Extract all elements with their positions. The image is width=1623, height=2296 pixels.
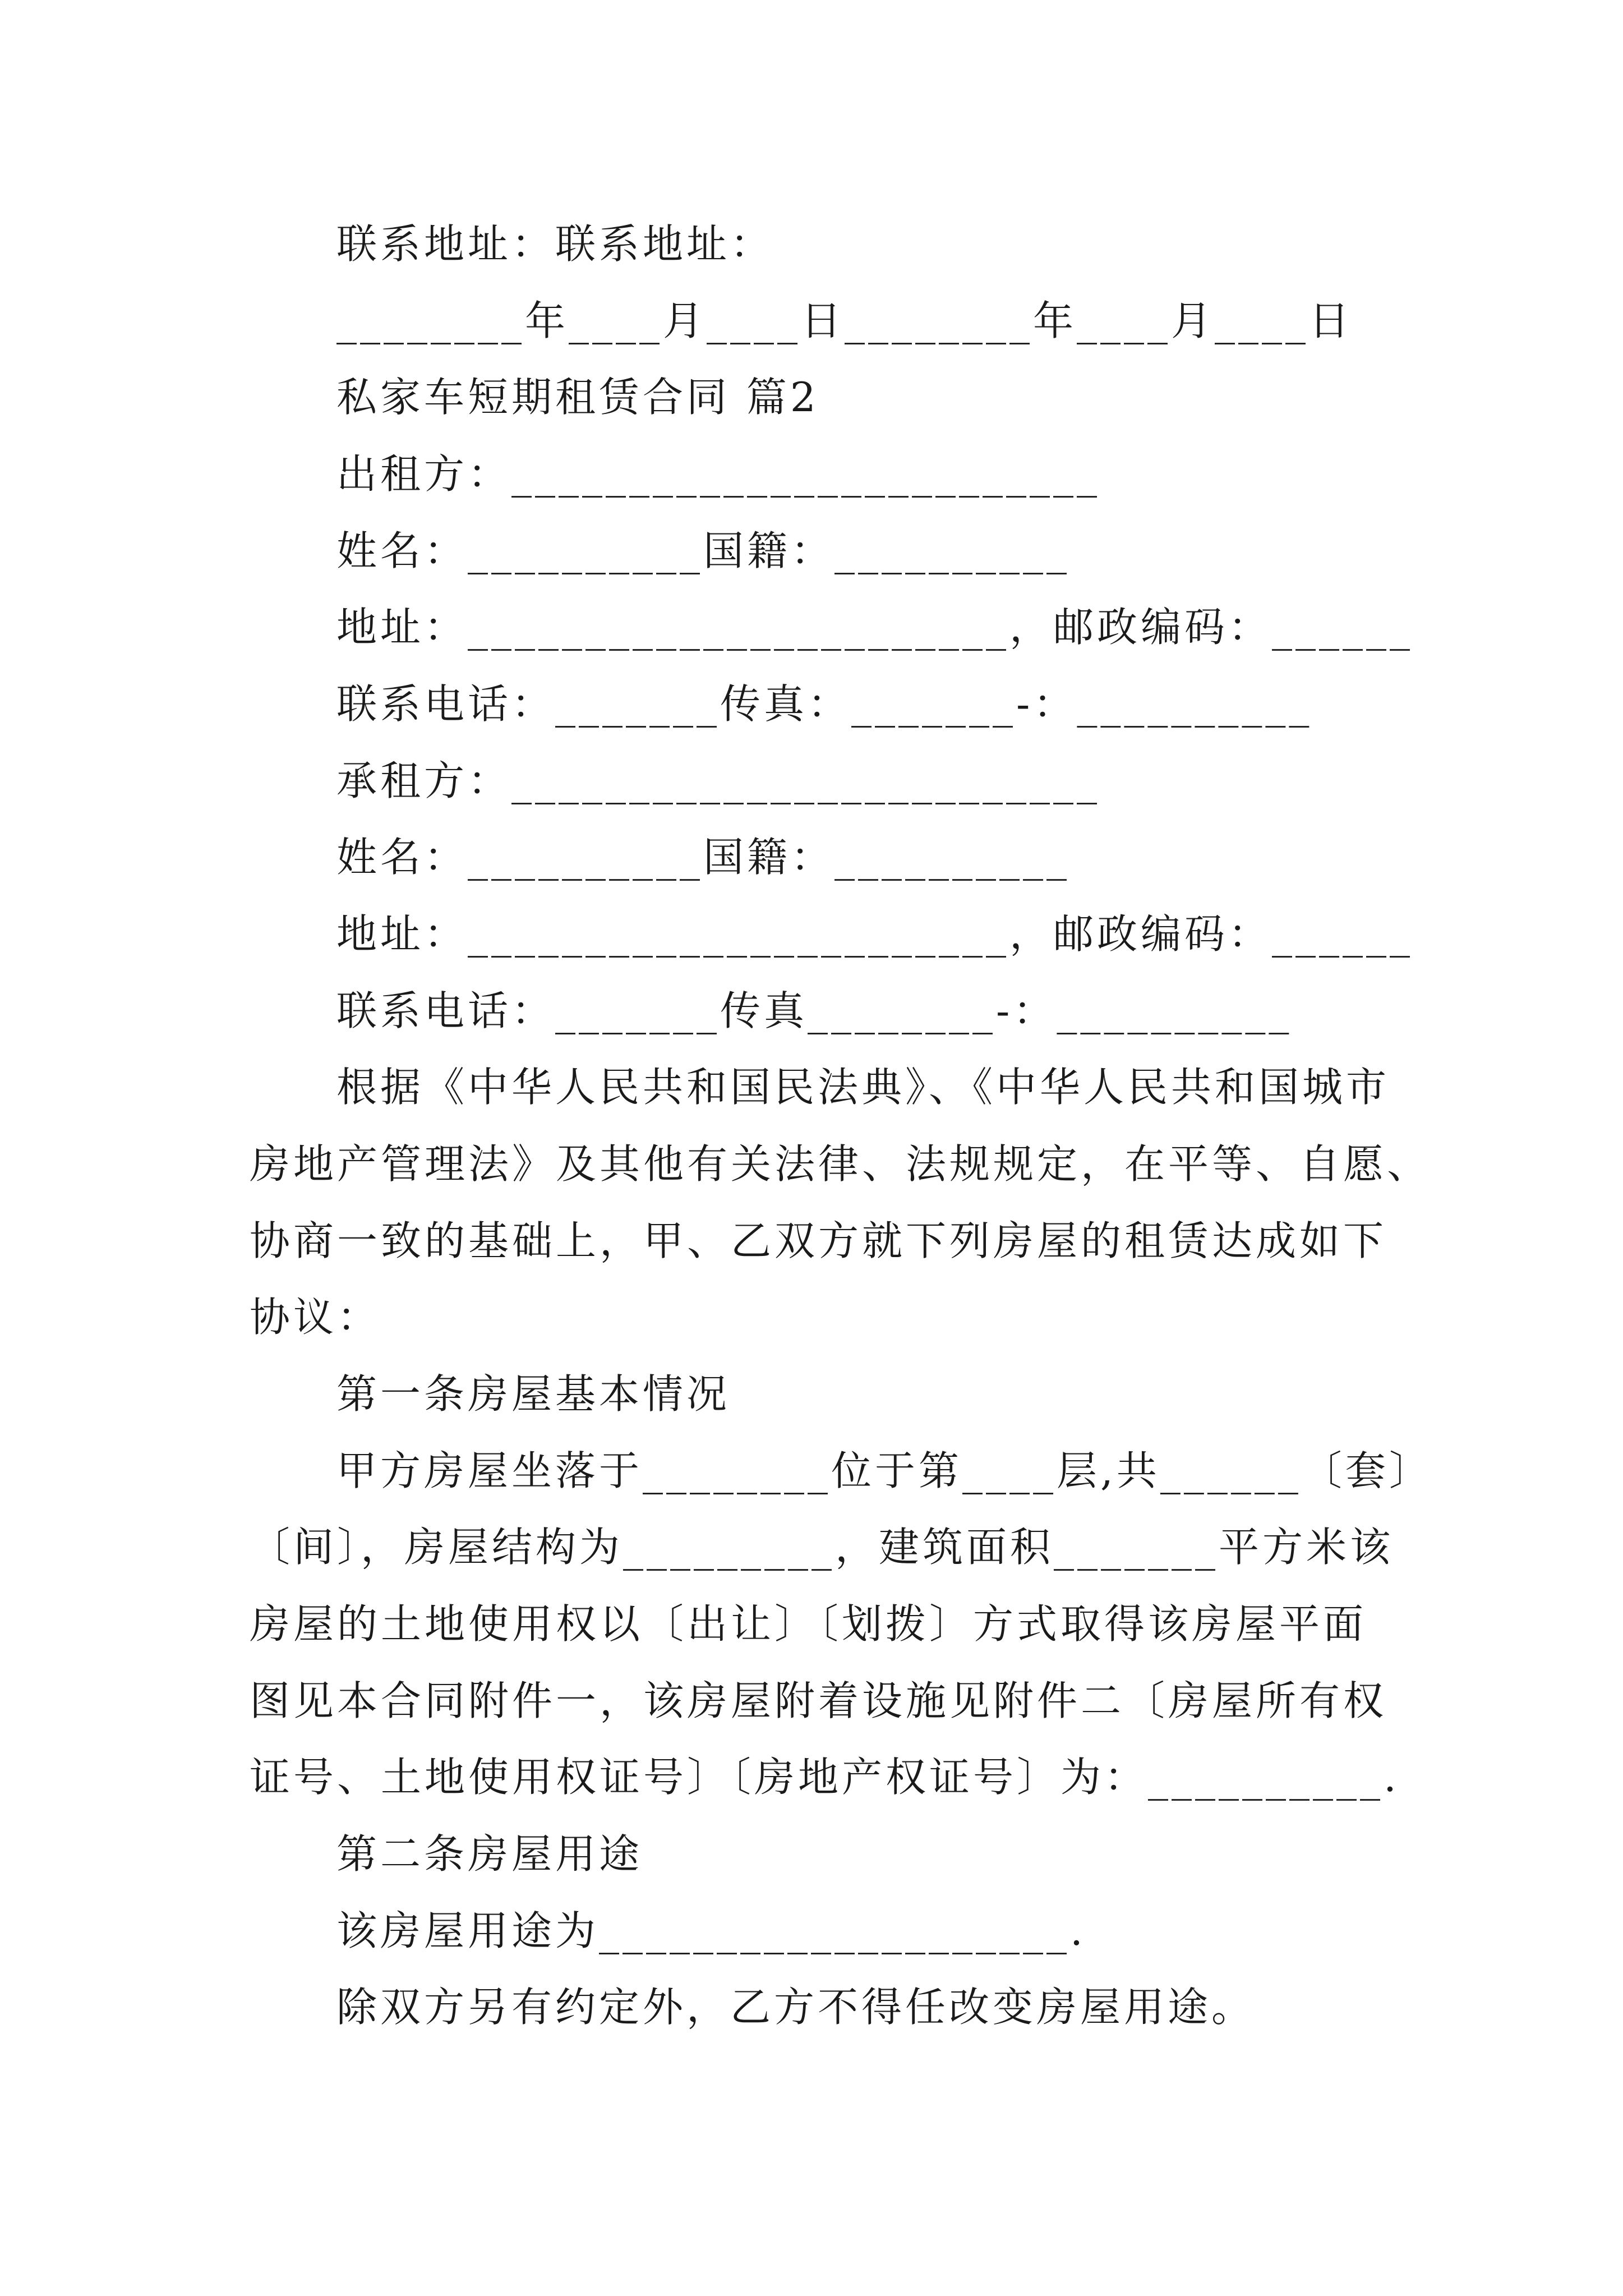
lessee-line: 承租方：_________________________ bbox=[336, 757, 1101, 804]
paragraph-line: 该房屋用途为____________________. bbox=[336, 1907, 1086, 1954]
article-2-heading: 第二条房屋用途 bbox=[336, 1830, 643, 1878]
lessee-address: 地址：_______________________，邮政编码：______ bbox=[336, 910, 1414, 958]
lessor-name-nationality: 姓名：__________国籍：__________ bbox=[336, 527, 1071, 574]
paragraph-line: 证号、土地使用权证号〕〔房地产权证号〕为：__________. bbox=[250, 1754, 1400, 1801]
lessor-line: 出租方：_________________________ bbox=[336, 450, 1101, 498]
paragraph-line: 〔间〕，房屋结构为_________，建筑面积_______平方米该 bbox=[250, 1524, 1394, 1571]
section-title: 私家车短期租赁合同 篇2 bbox=[336, 374, 819, 421]
paragraph-line: 协商一致的基础上，甲、乙双方就下列房屋的租赁达成如下 bbox=[250, 1217, 1387, 1264]
lessee-phone-fax: 联系电话：_______传真________-：__________ bbox=[336, 987, 1293, 1034]
paragraph-line: 图见本合同附件一，该房屋附着设施见附件二〔房屋所有权 bbox=[250, 1677, 1387, 1724]
paragraph-line: 房屋的土地使用权以〔出让〕〔划拨〕方式取得该房屋平面 bbox=[250, 1600, 1367, 1648]
article-1-heading: 第一条房屋基本情况 bbox=[336, 1370, 731, 1418]
paragraph-line: 协议： bbox=[250, 1294, 381, 1341]
lessor-phone-fax: 联系电话：_______传真：_______-：__________ bbox=[336, 680, 1313, 728]
paragraph-line: 甲方房屋坐落于________位于第____层,共______〔套〕 bbox=[336, 1447, 1433, 1494]
contact-address-line: 联系地址：联系地址： bbox=[336, 220, 774, 268]
lessee-name-nationality: 姓名：__________国籍：__________ bbox=[336, 834, 1071, 881]
paragraph-line: 房地产管理法》及其他有关法律、法规规定，在平等、自愿、 bbox=[250, 1140, 1431, 1188]
paragraph-line: 除双方另有约定外，乙方不得任改变房屋用途。 bbox=[336, 1984, 1256, 2031]
paragraph-line: 根据《中华人民共和国民法典》、《中华人民共和国城市 bbox=[336, 1064, 1390, 1111]
lessor-address: 地址：_______________________，邮政编码：______ bbox=[336, 604, 1414, 651]
date-line: ________年____月____日________年____月____日 bbox=[336, 297, 1353, 344]
